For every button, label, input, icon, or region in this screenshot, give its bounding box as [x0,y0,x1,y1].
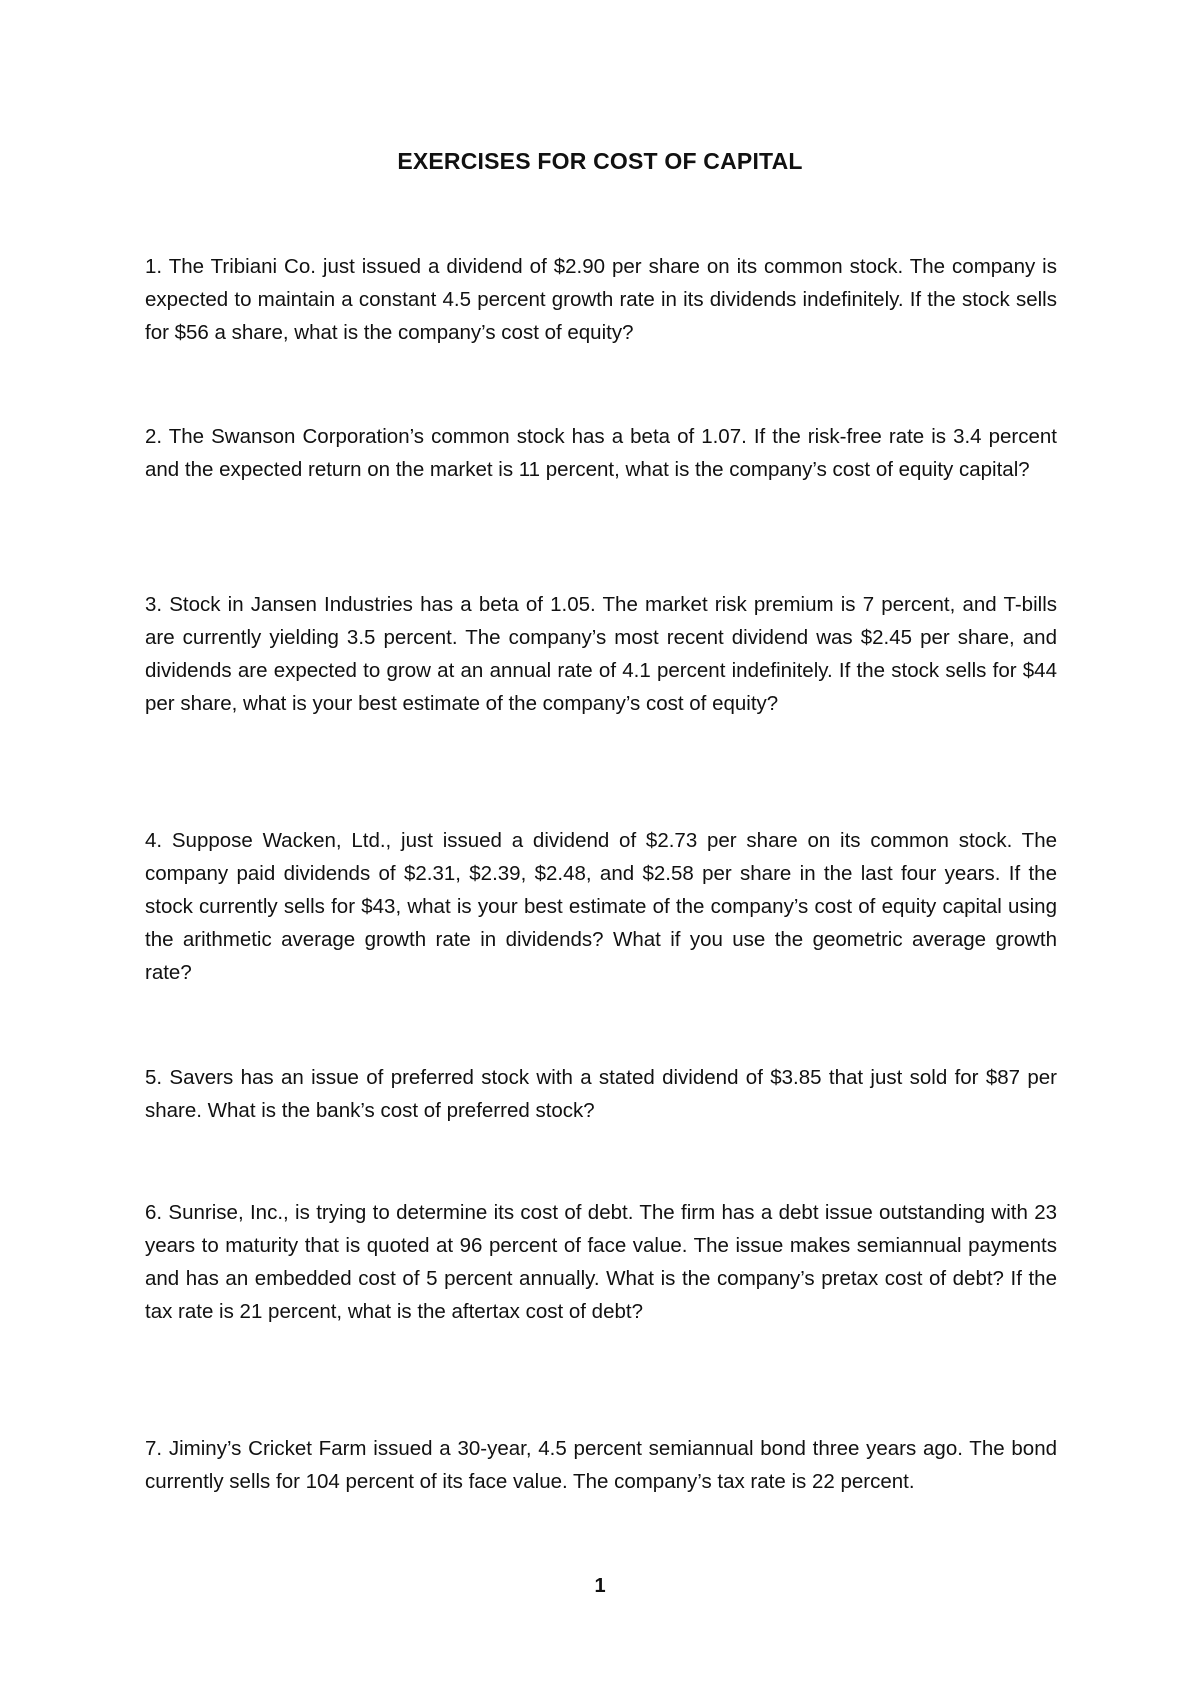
question-2: 2. The Swanson Corporation’s common stock has a beta of 1.07. If the risk-free rate is 3.4 percent and the expected return on the market is 11 percent, what is the company’s cost of equity capital? [145,425,1057,481]
question-5: 5. Savers has an issue of preferred stock with a stated dividend of $3.85 that just sold for $87 per share. What is the bank’s cost of preferred stock? [145,1066,1057,1122]
question-3: 3. Stock in Jansen Industries has a beta of 1.05. The market risk premium is 7 percent, and T-bills are currently yielding 3.5 percent. The company’s most recent dividend was $2.45 per share, and dividends are expected to grow at an annual rate of 4.1 percent indefinitely. If the stock sells for $44 per share, what is your best estimate of the company’s cost of equity? [145,593,1057,715]
question-7: 7. Jiminy’s Cricket Farm issued a 30-year, 4.5 percent semiannual bond three years ago. The bond currently sells for 104 percent of its face value. The company’s tax rate is 22 percent. [145,1437,1057,1493]
question-1: 1. The Tribiani Co. just issued a dividend of $2.90 per share on its common stock. The company is expected to maintain a constant 4.5 percent growth rate in its dividends indefinitely. If the stock sells for $56 a share, what is the company’s cost of equity? [145,255,1057,344]
question-6: 6. Sunrise, Inc., is trying to determine its cost of debt. The firm has a debt issue outstanding with 23 years to maturity that is quoted at 96 percent of face value. The issue makes semiannual payments and has an embedded cost of 5 percent annually. What is the company’s pretax cost of debt? If the tax rate is 21 percent, what is the aftertax cost of debt? [145,1201,1057,1323]
question-4: 4. Suppose Wacken, Ltd., just issued a dividend of $2.73 per share on its common stock. The company paid dividends of $2.31, $2.39, $2.48, and $2.58 per share in the last four years. If the stock currently sells for $43, what is your best estimate of the company’s cost of equity capital using the arithmetic average growth rate in dividends? What if you use the geometric average growth rate? [145,829,1057,984]
page-title: EXERCISES FOR COST OF CAPITAL [397,148,803,174]
page-number: 1 [594,1575,606,1597]
